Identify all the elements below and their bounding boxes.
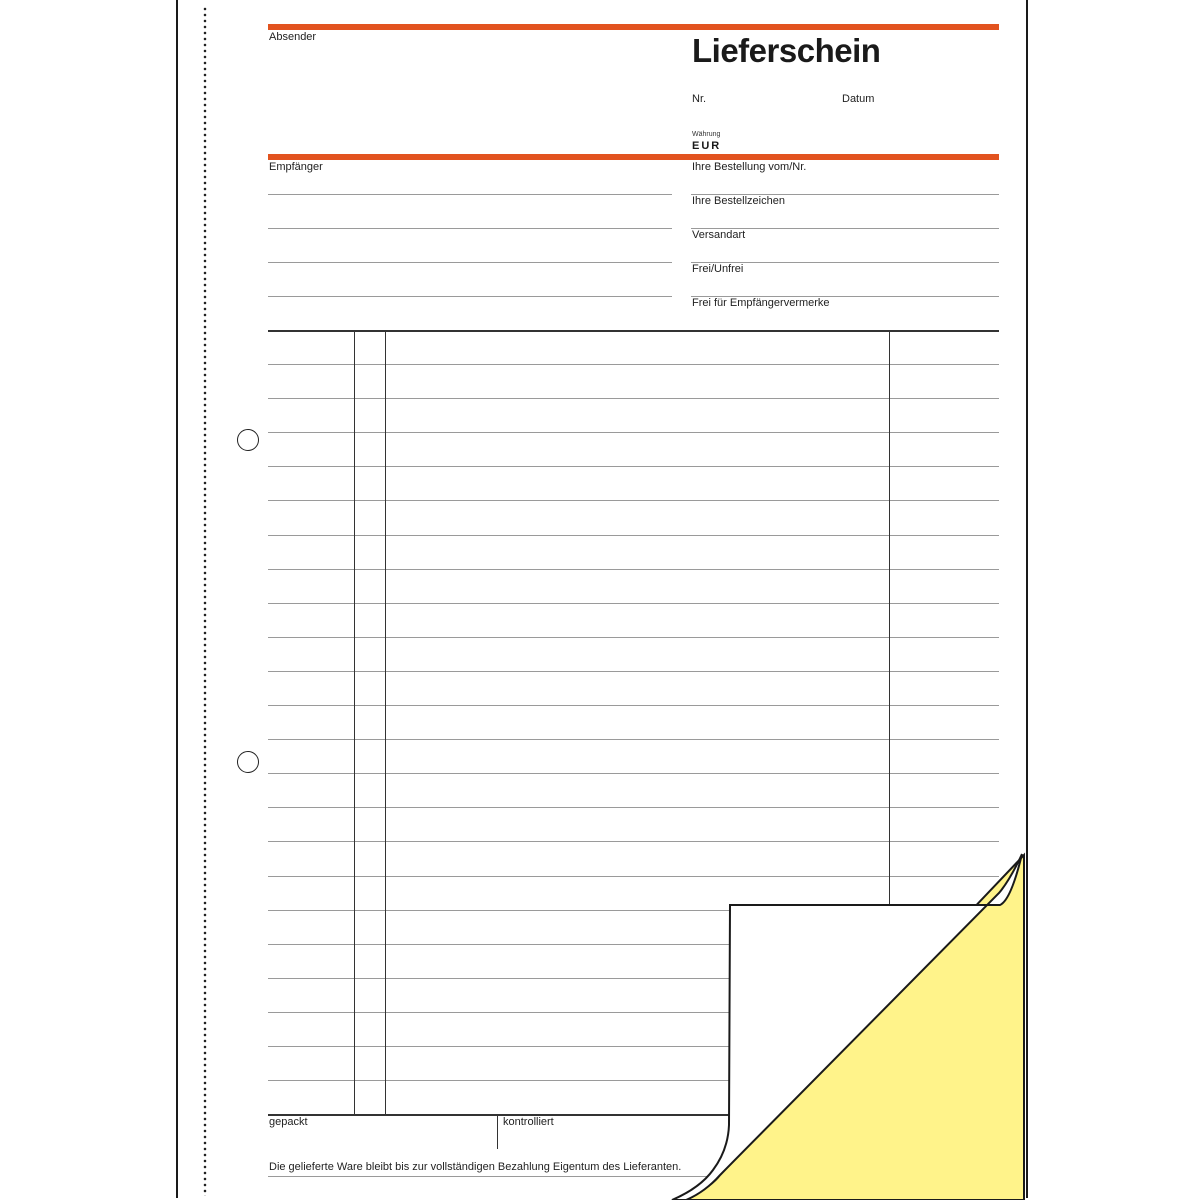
- document-title: Lieferschein: [692, 32, 881, 69]
- waehrung-label: Währung: [692, 131, 721, 138]
- nr-label: Nr.: [692, 93, 707, 105]
- kontrolliert-label: kontrolliert: [503, 1116, 554, 1128]
- versandart-label: Versandart: [692, 229, 746, 241]
- gepackt-label: gepackt: [269, 1116, 308, 1128]
- empfaengervermerke-label: Frei für Empfängervermerke: [692, 297, 830, 309]
- empfaenger-label: Empfänger: [269, 161, 323, 173]
- bestellung-label: Ihre Bestellung vom/Nr.: [692, 161, 807, 173]
- datum-label: Datum: [842, 93, 875, 105]
- frei-unfrei-label: Frei/Unfrei: [692, 263, 744, 275]
- bestellzeichen-label: Ihre Bestellzeichen: [692, 195, 785, 207]
- absender-label: Absender: [269, 31, 317, 43]
- ownership-note: Die gelieferte Ware bleibt bis zur vollständigen Bezahlung Eigentum des Lieferanten.: [269, 1161, 682, 1173]
- waehrung-value: EUR: [692, 140, 722, 152]
